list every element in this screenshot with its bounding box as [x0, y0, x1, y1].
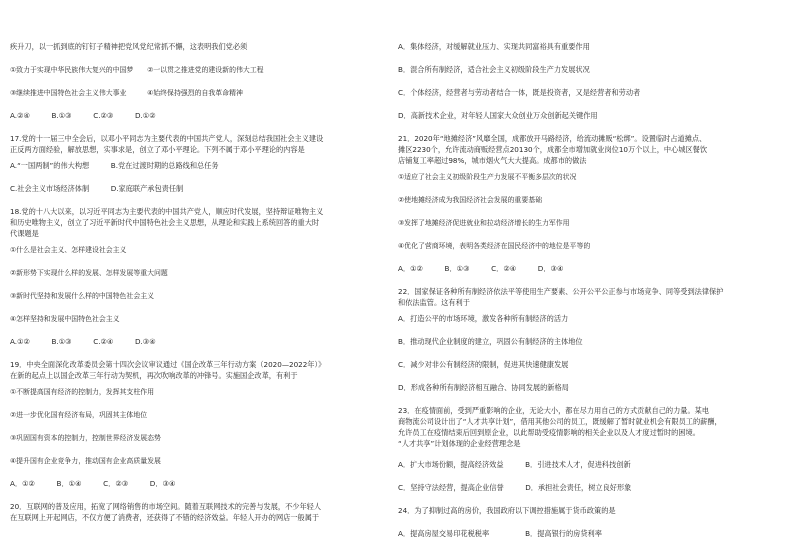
text-line: C．坚持守法经营，提高企业信誉 D．承担社会责任，树立良好形象 — [398, 483, 632, 492]
text-line: 疾升刀，以一抓到底的钉钉子精神把党风党纪常抓不懈，这表明我们党必须 — [10, 42, 248, 51]
text-line: 店铺复工率超过98%，城市烟火气大大提高。成都市的做法 — [398, 156, 587, 165]
text-line: 和历史唯物主义，创立了习近平新时代中国特色社会主义思想，从理论和实践上系统回答的重大时 — [10, 218, 320, 227]
text-line: 17.党的十一届三中全会后，以邓小平同志为主要代表的中国共产党人，深刻总结我国社会主义建设 — [10, 134, 324, 143]
text-line: C．个体经济，经营者与劳动者结合一体，既是投资者，又是经营者和劳动者 — [398, 88, 641, 97]
text-line: A.②④ B.①③ C.②③ D.①② — [10, 111, 156, 120]
option-line: ①致力于实现中华民族伟大复兴的中国梦 ②一以贯之推进党的建设新的伟大工程 — [10, 66, 264, 74]
text-line: 在互联网上开起网店，不仅方便了消费者，还获得了不错的经济效益。年轻人开办的网店一般属于 — [10, 513, 320, 522]
option-line: ①不断提高国有经济的控制力，发挥其支柱作用 — [10, 388, 154, 396]
option-line: ③巩固国有资本的控制力，控制世界经济发展态势 — [10, 434, 161, 442]
text-line: 23．在疫情面前，受到严重影响的企业，无论大小，都在尽力用自己的方式贡献自己的力量。某电 — [398, 406, 710, 415]
text-line: 18.党的十八大以来，以习近平同志为主要代表的中国共产党人，顺应时代发展，坚持辩证唯物主义 — [10, 207, 324, 216]
text-line: A.“一国两制”的伟大构想 B.党在过渡时期的总路线和总任务 — [10, 161, 219, 170]
option-line: ④优化了营商环境，表明各类经济在国民经济中的地位是平等的 — [398, 242, 591, 250]
text-line: A．集体经济，对缓解就业压力、实现共同富裕具有重要作用 — [398, 42, 590, 51]
text-line: D．形成各种所有制经济相互融合、协同发展的新格局 — [398, 383, 569, 392]
text-line: 21．2020年“地摊经济”风靡全国，成都放开马路经济，给流动摊贩“松绑”。设置临时占道摊点、 — [398, 134, 707, 143]
right-column — [398, 0, 788, 560]
text-line: 24．为了抑制过高的房价，我国政府以下调控措施属于货币政策的是 — [398, 506, 616, 515]
text-line: A.①② B.①③ C.②④ D.③④ — [10, 337, 156, 346]
option-line: ①什么是社会主义、怎样建设社会主义 — [10, 246, 127, 254]
text-line: 摊区2230个，允许流动商贩经营点20130个，成都全市增加就业岗位10万个以上，中心城区餐饮 — [398, 145, 708, 154]
option-line: ①适应了社会主义初级阶段生产力发展不平衡多层次的状况 — [398, 173, 577, 181]
text-line: 20．互联网的普及应用，拓宽了网络销售的市场空间。随着互联网技术的完善与发展，不少年轻人 — [10, 502, 322, 511]
text-line: A．提高房屋交易印花税税率 B．提高银行的房贷利率 — [398, 529, 602, 538]
text-line: D．高新技术企业，对年轻人国家大众创业万众创新起关键作用 — [398, 111, 598, 120]
text-line: “人才共享”计划体现的企业经营理念是 — [398, 439, 521, 448]
option-line: ④怎样坚持和发展中国特色社会主义 — [10, 315, 120, 323]
option-line: ③新时代坚持和发展什么样的中国特色社会主义 — [10, 292, 154, 300]
option-line: ③发挥了地摊经济促进就业和拉动经济增长的生力军作用 — [398, 219, 570, 227]
text-line: 和依法监管。这有利于 — [398, 298, 470, 307]
left-column — [10, 0, 392, 560]
option-line: ②进一步优化国有经济布局，巩固其主体地位 — [10, 411, 148, 419]
option-line: ②使地摊经济成为我国经济社会发展的重要基础 — [398, 196, 542, 204]
text-line: C.社会主义市场经济体制 D.家庭联产承包责任制 — [10, 184, 184, 193]
text-line: A．打造公平的市场环境，激发各种所有制经济的活力 — [398, 314, 569, 323]
option-line: ②新形势下实现什么样的发展、怎样发展等重大问题 — [10, 269, 168, 277]
text-line: 商物流公司设计出了“人才共享计划”，借用其他公司的员工，既缓解了暂时就业机会有限员工的薪酬， — [398, 417, 722, 426]
text-line: B．推动现代企业制度的建立，巩固公有制经济的主体地位 — [398, 337, 583, 346]
text-line: 19．中央全面深化改革委员会第十四次会议审议通过《国企改革三年行动方案（2020—2022年）》 — [10, 360, 326, 369]
text-line: 在新的起点上以国企改革三年行动为契机，再次吹响改革的冲锋号。实施国企改革，有利于 — [10, 371, 298, 380]
text-line: B．混合所有制经济，适合社会主义初级阶段生产力发展状况 — [398, 65, 590, 74]
option-line: ④提升国有企业竞争力，推动国有企业高质量发展 — [10, 457, 161, 465]
text-line: C．减少对非公有制经济的限制，促进其快速健康发展 — [398, 360, 569, 369]
text-line: A．①② B．①④ C．②③ D．③④ — [10, 479, 176, 488]
option-line: ③继续推进中国特色社会主义伟大事业 ④始终保持强烈的自我革命精神 — [10, 89, 243, 97]
text-line: 代课题是 — [10, 229, 39, 238]
text-line: A．扩大市场份额，提高经济效益 B．引进技术人才，促进科技创新 — [398, 460, 631, 469]
text-line: A．①② B．①③ C．②④ D．③④ — [398, 264, 564, 273]
text-line: 允许员工在疫情结束后回到原企业，以此帮助受疫情影响的相关企业以及人才度过暂时的困境。 — [398, 428, 700, 437]
text-line: 正反两方面经验，解放思想，实事求是，创立了邓小平理论。下列不属于邓小平理论的内容是 — [10, 145, 305, 154]
text-line: 22．国家保证各种所有制经济依法平等使用生产要素、公开公平公正参与市场竞争、同等受到法律保护 — [398, 287, 724, 296]
